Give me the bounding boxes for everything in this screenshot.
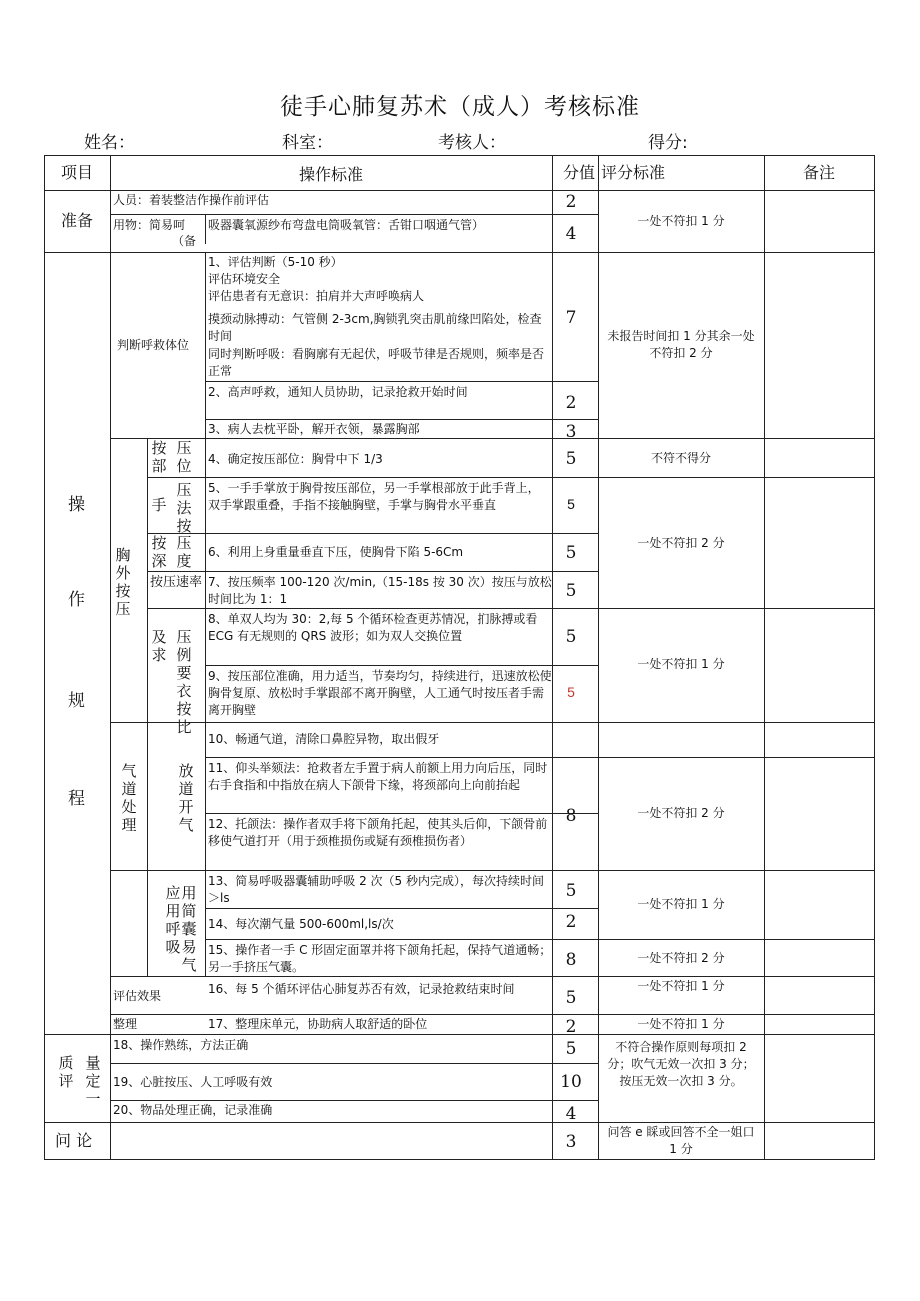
prep-items-label2: （备 [172,234,197,248]
name-label: 姓名： [84,133,135,153]
depth-label-b: 压度 [176,534,192,570]
score-9: 5 [567,684,575,700]
quality-label-b: 量定一 [85,1054,101,1108]
score-8: 5 [565,627,577,647]
judge-line-3: 评估患者有无意识：拍肩并大声呼唤病人 [208,289,425,303]
requirement-label-a: 及求 [151,628,167,664]
rate-label: 按压速率 [150,575,203,590]
judge-step-3: 3、病人去枕平卧，解开衣领，暴露胸部 [208,422,420,436]
method-label-b: 压法按 [176,481,192,535]
examiner-label: 考核人： [438,133,506,153]
department-label: 科室： [282,133,333,153]
evaluate-criteria: 一处不符扣 1 分 [637,979,725,993]
score-18: 5 [565,1039,577,1059]
breath-label-b: 用简囊易气 [181,884,197,974]
score-14: 2 [565,912,577,932]
judge-line-5: 同时判断呼吸：看胸廓有无起伏，呼吸节律是否规则，频率是否正常 [208,347,545,378]
airway-criteria: 一处不符扣 2 分 [637,806,725,820]
column-header-score: 分值 [563,163,596,182]
column-header-remark: 备注 [802,163,835,182]
step-13: 13、简易呼吸器囊辅助呼吸 2 次（5 秒内完成），每次持续时间＞ls [208,874,544,905]
step-12: 12、托颌法：操作者双手将下颌角托起，使其头后仰，下颌骨前移使气道打开（用于颈椎损伤或疑有颈椎损伤者） [208,817,548,848]
judge-line-2: 评估环境安全 [208,272,281,286]
judge-score-2: 2 [565,393,577,413]
evaluate-score: 5 [565,988,577,1008]
prep-items: 吸器囊氧源纱布弯盘电筒吸氧管：舌钳口咽通气管） [208,218,485,232]
section-prep-label: 准备 [60,211,93,230]
criteria-15: 一处不符扣 2 分 [637,951,725,965]
score-7: 5 [565,581,577,601]
procedure-label-4: 程 [68,789,85,809]
depth-label-a: 按深 [151,534,167,570]
method-label-a: 手 [151,496,167,514]
tidy-score: 2 [565,1017,577,1037]
position-label-a: 按部 [151,439,167,475]
column-header-item: 项目 [60,163,93,182]
score-5: 5 [567,496,575,512]
score-19: 10 [560,1072,582,1092]
airway-score: 8 [565,806,577,826]
page-title: 徒手心肺复苏术（成人）考核标准 [280,94,640,120]
airway-sub-label: 放道开气 [178,762,194,834]
judge-criteria: 未报告时间扣 1 分其余一处不符扣 2 分 [607,329,755,360]
tidy-criteria: 一处不符扣 1 分 [637,1017,725,1031]
step-14: 14、每次潮气量 500-600ml,ls/次 [208,917,394,931]
quality-criteria: 不符合操作原则每项扣 2 分；吹气无效一次扣 3 分；按压无效一次扣 3 分。 [607,1040,755,1088]
judge-score-3: 3 [565,422,577,442]
procedure-label-2: 作 [68,590,85,610]
tidy-label: 整理 [113,1017,138,1031]
step-15: 15、操作者一手 C 形固定面罩并将下颌角托起，保持气道通畅；另一手挤压气囊。 [208,943,552,974]
question-score: 3 [565,1132,577,1152]
criteria-5-7: 一处不符扣 2 分 [637,536,725,550]
procedure-label-3: 规 [68,691,85,711]
step-7: 7、按压频率 100-120 次/min,（15-18s 按 30 次）按压与放松时间比为 1：1 [208,575,552,606]
score-15: 8 [565,950,577,970]
step-9: 9、按压部位准确，用力适当，节奏均匀，持续进行，迅速放松使胸骨复原、放松时手掌跟部不离开胸壁，人工通气时按压者手需离开胸壁 [208,669,552,717]
step-18: 18、操作熟练，方法正确 [113,1038,249,1052]
score-4: 5 [565,449,577,469]
requirement-label-b: 压例要衣按比 [176,628,192,736]
airway-label: 气道处理 [121,762,137,834]
evaluate-label: 评估效果 [113,989,162,1003]
procedure-label-1: 操 [68,495,85,515]
column-header-standard: 操作标准 [298,165,363,184]
chest-label: 胸外按压 [115,546,131,618]
question-label: 问 论 [55,1131,93,1150]
step-10: 10、畅通气道，清除口鼻腔异物，取出假牙 [208,732,440,746]
score-13: 5 [565,881,577,901]
prep-score-1: 2 [565,192,577,212]
column-header-criteria: 评分标准 [601,163,666,182]
breath-label-a: 应用呼吸 [165,884,181,956]
prep-staff: 人员：着装整洁作操作前评估 [113,193,270,207]
step-20: 20、物品处理正确，记录准确 [113,1103,273,1117]
step-17: 17、整理床单元，协助病人取舒适的卧位 [208,1017,428,1031]
prep-score-2: 4 [565,224,577,244]
criteria-8-9: 一处不符扣 1 分 [637,657,725,671]
score-6: 5 [565,543,577,563]
position-label-b: 压位 [176,439,192,475]
criteria-4: 不符不得分 [650,451,711,465]
step-16: 16、每 5 个循环评估心肺复苏否有效，记录抢救结束时间 [208,982,515,996]
step-4: 4、确定按压部位：胸骨中下 1/3 [208,452,383,466]
question-criteria: 问答 e 睬或回答不全一姐口 1 分 [607,1125,755,1156]
step-8: 8、单双人均为 30：2,每 5 个循环检查更苏情况，扪脉搏或看 ECG 有无规则的 QRS 波形；如为双人交换位置 [208,612,538,643]
prep-items-label: 用物：简易呵 [113,218,186,232]
step-19: 19、心脏按压、人工呼吸有效 [113,1075,273,1089]
prep-criteria: 一处不符扣 1 分 [637,214,725,228]
score-20: 4 [565,1104,577,1124]
judge-line-1: 1、评估判断（5-10 秒） [208,255,343,269]
judge-score-1: 7 [565,308,577,328]
quality-label-a: 质评 [58,1054,74,1090]
score-label: 得分: [648,133,688,153]
judge-label: 判断呼救体位 [117,338,190,352]
judge-step-2: 2、高声呼救，通知人员协助，记录抢救开始时间 [208,385,468,399]
step-5: 5、一手手掌放于胸骨按压部位，另一手掌根部放于此手背上，双手掌跟重叠，手指不接触胸壁，手掌与胸骨水平垂直 [208,481,540,512]
step-6: 6、利用上身重量垂直下压，使胸骨下陷 5-6Cm [208,545,464,559]
step-11: 11、仰头举颏法：抢救者左手置于病人前额上用力向后压，同时右手食指和中指放在病人下颌骨下缘，将颈部向上向前抬起 [208,761,548,792]
judge-line-4: 摸颈动脉搏动：气管侧 2-3cm,胸锁乳突击肌前缘凹陷处，检查时间 [208,312,542,343]
criteria-13-14: 一处不符扣 1 分 [637,897,725,911]
